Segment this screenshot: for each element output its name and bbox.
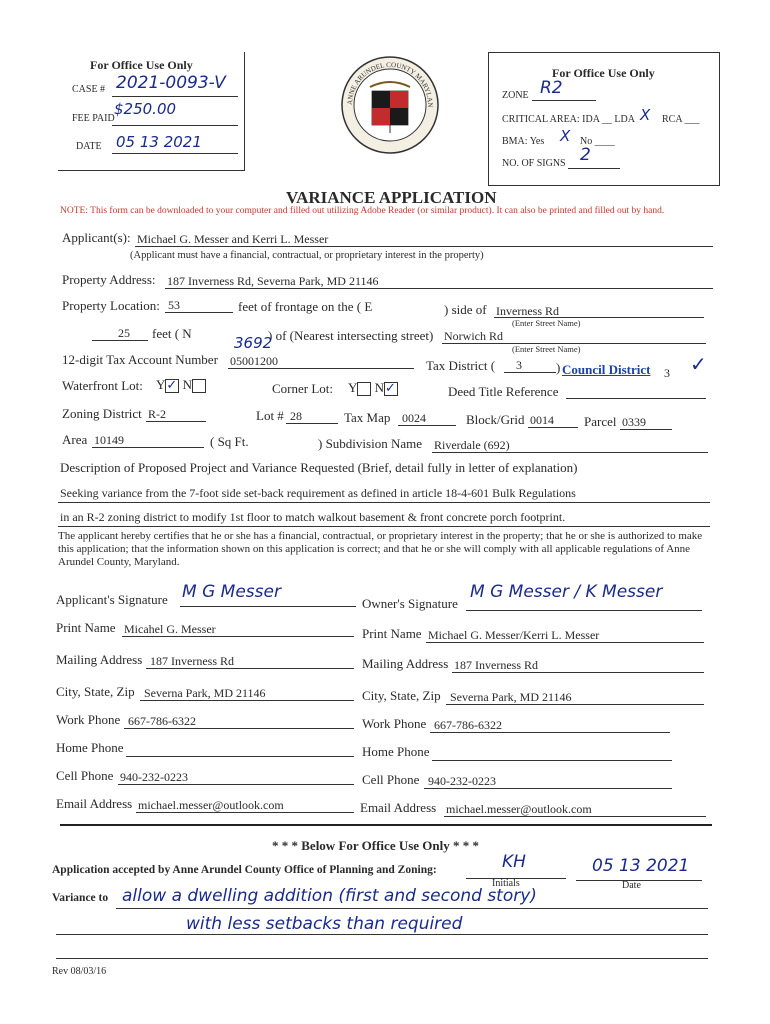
owner-print-label: Print Name	[362, 626, 422, 641]
intersect-hint: (Enter Street Name)	[512, 344, 581, 354]
owner-email-label: Email Address	[360, 800, 437, 815]
initials-label: Initials	[492, 878, 520, 889]
office-bottom-heading: * * * Below For Office Use Only * * *	[272, 838, 480, 853]
street-hint: (Enter Street Name)	[512, 318, 581, 328]
lot-value: 28	[290, 409, 302, 423]
owner-work-value: 667-786-6322	[434, 718, 502, 732]
zoning-value: R-2	[148, 407, 166, 421]
owner-cell-value: 940-232-0223	[428, 774, 496, 788]
description-line-2: in an R-2 zoning district to modify 1st floor to match walkout basement & front concrete porch footprint.	[60, 510, 566, 524]
street-value: Inverness Rd	[496, 304, 559, 318]
accepted-label: Application accepted by Anne Arundel County Office of Planning and Zoning:	[52, 864, 437, 876]
bma-no: No ____	[580, 136, 615, 147]
applicant-city-value: Severna Park, MD 21146	[144, 686, 266, 700]
property-location-label: Property Location:	[62, 298, 160, 313]
subdivision-label: ) Subdivision Name	[318, 436, 422, 451]
area-label: Area	[62, 432, 88, 447]
council-district-value: 3	[664, 366, 670, 380]
feet-value: 25	[118, 326, 130, 340]
owner-work-label: Work Phone	[362, 716, 427, 731]
parcel-label: Parcel	[584, 414, 617, 429]
applicants-label: Applicant(s):	[62, 230, 131, 245]
owner-home-label: Home Phone	[362, 744, 430, 759]
applicant-signature: M G Messer	[182, 582, 281, 602]
zone-label: ZONE	[502, 90, 529, 101]
owner-signature: M G Messer / K Messer	[470, 582, 663, 602]
owner-email-value: michael.messer@outlook.com	[446, 802, 592, 816]
tax-account-value: 05001200	[230, 354, 278, 368]
applicant-signature-label: Applicant's Signature	[56, 592, 168, 607]
owner-cell-label: Cell Phone	[362, 772, 420, 787]
subdivision-value: Riverdale (692)	[434, 438, 510, 452]
council-check-icon: ✓	[690, 352, 707, 376]
feet-text: feet ( N	[152, 326, 192, 341]
property-address-value: 187 Inverness Rd, Severna Park, MD 21146	[167, 274, 379, 288]
applicant-home-label: Home Phone	[56, 740, 124, 755]
office-right-title: For Office Use Only	[552, 66, 655, 80]
applicant-mailing-value: 187 Inverness Rd	[150, 654, 234, 668]
block-value: 0014	[530, 413, 554, 427]
tax-account-label: 12-digit Tax Account Number	[62, 352, 218, 367]
office-left-title: For Office Use Only	[90, 58, 193, 72]
form-note: NOTE: This form can be downloaded to your computer and filled out utilizing Adobe Reader (or similar product). It can also be printed and filled out by hand.	[60, 206, 665, 216]
accepted-date: 05 13 2021	[592, 856, 690, 876]
initials-value: KH	[502, 852, 526, 872]
fee-value: $250.00	[114, 100, 177, 118]
section-divider	[60, 824, 712, 826]
county-seal	[340, 55, 440, 155]
zone-value: R2	[540, 78, 563, 98]
tax-district-label: Tax District (	[426, 358, 496, 373]
accepted-date-label: Date	[622, 880, 641, 891]
frontage-text: feet of frontage on the ( E	[238, 299, 373, 314]
lot-label: Lot #	[256, 408, 284, 423]
variance-line-1: allow a dwelling addition (first and second story)	[122, 886, 537, 906]
intersect-value: Norwich Rd	[444, 329, 503, 343]
owner-mailing-value: 187 Inverness Rd	[454, 658, 538, 672]
applicant-mailing-label: Mailing Address	[56, 652, 143, 667]
applicant-work-label: Work Phone	[56, 712, 121, 727]
applicant-city-label: City, State, Zip	[56, 684, 135, 699]
waterfront-label: Waterfront Lot:	[62, 378, 143, 393]
council-paren: )	[556, 360, 561, 375]
applicants-hint: (Applicant must have a financial, contractual, or proprietary interest in the property)	[130, 250, 484, 261]
critical-area-label: CRITICAL AREA: IDA __ LDA	[502, 114, 635, 125]
signs-label: NO. OF SIGNS	[502, 158, 566, 169]
applicant-cell-label: Cell Phone	[56, 768, 114, 783]
handwritten-3692: 3692	[234, 334, 273, 352]
applicant-email-label: Email Address	[56, 796, 133, 811]
deed-label: Deed Title Reference	[448, 384, 559, 399]
owner-mailing-label: Mailing Address	[362, 656, 449, 671]
variance-line-2: with less setbacks than required	[186, 914, 463, 934]
side-of-text: ) side of	[444, 302, 487, 317]
corner-no-checkbox[interactable]	[384, 382, 398, 396]
waterfront-yes-checkbox[interactable]	[165, 379, 179, 393]
fee-label: FEE PAID	[72, 113, 115, 124]
applicant-print-value: Micahel G. Messer	[124, 622, 216, 636]
bma-label: BMA: Yes	[502, 136, 545, 147]
tax-map-value: 0024	[402, 411, 426, 425]
case-number: 2021-0093-V	[116, 73, 226, 93]
seal-text: ANNE ARUNDEL COUNTY MARYLAN	[345, 60, 435, 108]
applicant-cell-value: 940-232-0223	[120, 770, 188, 784]
description-label: Description of Proposed Project and Variance Requested (Brief, detail fully in letter of explanation)	[60, 460, 578, 475]
tax-map-label: Tax Map	[344, 410, 391, 425]
date-value: 05 13 2021	[116, 133, 202, 151]
owner-city-value: Severna Park, MD 21146	[450, 690, 572, 704]
applicant-work-value: 667-786-6322	[128, 714, 196, 728]
tax-district-value: 3	[516, 358, 522, 372]
date-label: DATE	[76, 141, 102, 152]
owner-signature-label: Owner's Signature	[362, 596, 458, 611]
area-value: 10149	[94, 433, 124, 447]
owner-city-label: City, State, Zip	[362, 688, 441, 703]
zoning-label: Zoning District	[62, 406, 142, 421]
form-title: VARIANCE APPLICATION	[286, 188, 497, 207]
corner-label: Corner Lot:	[272, 381, 334, 396]
block-label: Block/Grid	[466, 412, 525, 427]
property-location-value: 53	[168, 298, 180, 312]
applicants-value: Michael G. Messer and Kerri L. Messer	[137, 232, 329, 246]
parcel-value: 0339	[622, 415, 646, 429]
property-address-label: Property Address:	[62, 272, 156, 287]
description-line-1: Seeking variance from the 7-foot side set-back requirement as defined in article 18-4-601 Bulk Regulations	[60, 486, 576, 500]
waterfront-yes: Y✓ N	[156, 377, 206, 393]
revision-note: Rev 08/03/16	[52, 966, 107, 977]
rca-label: RCA ___	[662, 114, 700, 125]
certification-text: The applicant hereby certifies that he or she has a financial, contractual, or proprietary interest in the property; that he or she is authorized to make this application; that the information shown on this application is correct; and that he or she will comply with all applicable regulations of Anne Arundel County, Maryland.	[58, 530, 703, 568]
signs-value: 2	[580, 145, 591, 165]
variance-label: Variance to	[52, 892, 109, 904]
applicant-print-label: Print Name	[56, 620, 116, 635]
county-seal-icon	[340, 55, 440, 155]
intersect-text: ) of (Nearest intersecting street)	[268, 328, 434, 343]
corner-yes-checkbox[interactable]	[357, 382, 371, 396]
bma-mark: X	[560, 127, 571, 145]
critical-area-mark: X	[640, 106, 651, 124]
owner-print-value: Michael G. Messer/Kerri L. Messer	[428, 628, 600, 642]
sqft-label: ( Sq Ft.	[210, 434, 249, 449]
case-label: CASE #	[72, 84, 106, 95]
council-district-label: Council District	[562, 362, 651, 377]
waterfront-no-checkbox[interactable]	[192, 379, 206, 393]
applicant-email-value: michael.messer@outlook.com	[138, 798, 284, 812]
corner-choices: Y N✓	[348, 380, 398, 396]
